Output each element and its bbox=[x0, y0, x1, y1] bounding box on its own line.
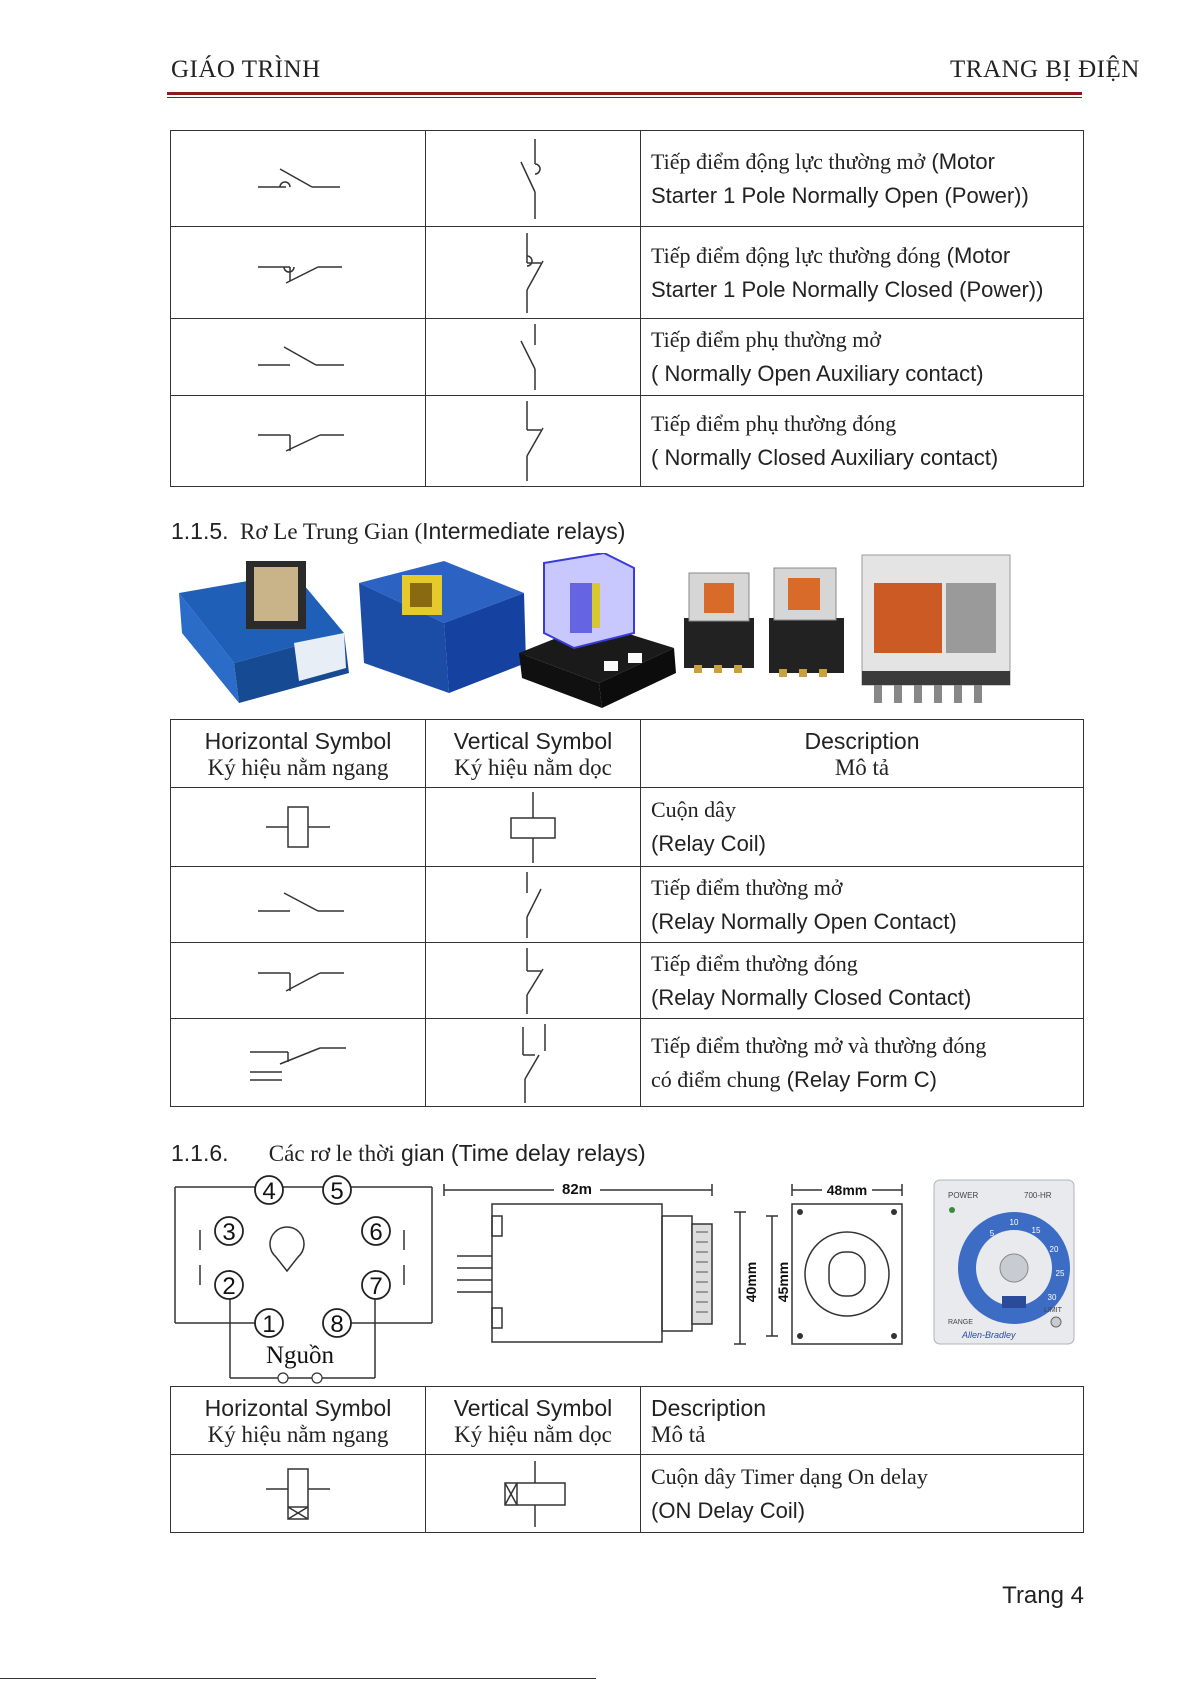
description-cell bbox=[641, 227, 1084, 319]
dial-label: 10 bbox=[1009, 1218, 1019, 1227]
on-delay-coil-v-symbol bbox=[493, 1459, 573, 1529]
pin-label: 6 bbox=[369, 1219, 383, 1246]
header-description-en: Description bbox=[804, 727, 920, 754]
desc-en: (Relay Coil) bbox=[651, 831, 766, 856]
header-horizontal bbox=[171, 1387, 426, 1455]
timer-symbol-table bbox=[170, 1386, 1084, 1533]
vertical-symbol-cell bbox=[426, 131, 641, 227]
relay-coil-v-symbol bbox=[493, 790, 573, 865]
table-row bbox=[171, 396, 1084, 487]
vertical-symbol-cell bbox=[426, 319, 641, 396]
desc-vn: Tiếp điểm động lực thường đóng bbox=[651, 242, 941, 268]
description-cell bbox=[641, 319, 1084, 396]
desc-en: (Motor bbox=[940, 242, 1011, 268]
timer-side-drawing bbox=[442, 1176, 722, 1356]
desc-vn-line2: có điểm chung bbox=[651, 1066, 781, 1092]
horizontal-symbol-cell bbox=[171, 319, 426, 396]
section-title-en: Intermediate relays) bbox=[422, 518, 626, 544]
desc-vn: Tiếp điểm thường mở và thường đóng bbox=[651, 1032, 987, 1058]
horizontal-symbol-cell bbox=[171, 131, 426, 227]
dial-label: 5 bbox=[989, 1229, 995, 1238]
header-vertical bbox=[426, 1387, 641, 1455]
desc-vn: Tiếp điểm động lực thường mở bbox=[651, 148, 926, 174]
power-text: POWER bbox=[948, 1191, 979, 1200]
desc-en: ( Normally Closed Auxiliary contact) bbox=[651, 445, 999, 470]
header-description bbox=[641, 720, 1084, 788]
power-nc-contact-v-symbol bbox=[503, 228, 563, 318]
header-horizontal-vn: Ký hiệu nằm ngang bbox=[207, 754, 389, 780]
power-nc-contact-h-symbol bbox=[238, 253, 358, 293]
desc-en: (Relay Form C) bbox=[780, 1066, 937, 1092]
description-cell bbox=[641, 396, 1084, 487]
table-row bbox=[171, 319, 1084, 396]
dial-label: 25 bbox=[1055, 1269, 1065, 1278]
pin-label: 4 bbox=[262, 1178, 276, 1205]
header-rule bbox=[167, 92, 1082, 95]
section-heading-115 bbox=[171, 518, 625, 545]
header-left: GIÁO TRÌNH bbox=[171, 56, 321, 83]
header-rule-thin bbox=[167, 97, 1082, 98]
pin-label: 3 bbox=[222, 1219, 236, 1246]
aux-no-contact-v-symbol bbox=[503, 321, 563, 393]
page-number: Trang 4 bbox=[1002, 1582, 1084, 1609]
horizontal-symbol-cell bbox=[171, 1019, 426, 1107]
pin-label: 2 bbox=[222, 1273, 236, 1300]
header-vertical-en: Vertical Symbol bbox=[453, 727, 613, 754]
section-title-en: gian (Time delay relays) bbox=[394, 1140, 646, 1166]
section-title-vn: Các rơ le thời bbox=[268, 1141, 395, 1166]
table-row bbox=[171, 1019, 1084, 1107]
desc-en: (Motor bbox=[925, 148, 995, 174]
vertical-symbol-cell bbox=[426, 788, 641, 867]
desc-en-line2: Starter 1 Pole Normally Open (Power)) bbox=[651, 182, 1029, 208]
intermediate-relay-photos bbox=[174, 553, 1074, 713]
relay-socket-blue-2 bbox=[359, 561, 526, 693]
allen-bradley-timer-photo bbox=[932, 1178, 1076, 1346]
desc-en: (ON Delay Coil) bbox=[651, 1497, 806, 1523]
desc-en: (Relay Normally Closed Contact) bbox=[651, 984, 972, 1010]
description-cell bbox=[641, 131, 1084, 227]
description-cell bbox=[641, 1019, 1084, 1107]
vertical-symbol-cell bbox=[426, 396, 641, 487]
header-description-vn: Mô tả bbox=[651, 1421, 706, 1447]
desc-vn: Tiếp điểm phụ thường mở bbox=[651, 327, 881, 352]
desc-vn: Cuộn dây bbox=[651, 797, 736, 822]
relay-no-contact-h-symbol bbox=[238, 885, 358, 925]
section-heading-116 bbox=[171, 1140, 646, 1167]
relay-socket-blue-1 bbox=[179, 561, 349, 703]
table-header-row bbox=[171, 720, 1084, 788]
description-cell bbox=[641, 1455, 1084, 1533]
horizontal-symbol-cell bbox=[171, 943, 426, 1019]
horizontal-symbol-cell bbox=[171, 788, 426, 867]
desc-vn: Tiếp điểm thường mở bbox=[651, 874, 843, 900]
horizontal-symbol-cell bbox=[171, 396, 426, 487]
timer-front-drawing bbox=[732, 1176, 922, 1356]
terminal-icon bbox=[312, 1373, 322, 1383]
table-row bbox=[171, 131, 1084, 227]
description-cell bbox=[641, 788, 1084, 867]
section-number: 1.1.6. bbox=[171, 1140, 229, 1166]
vertical-symbol-cell bbox=[426, 227, 641, 319]
aux-nc-contact-v-symbol bbox=[503, 398, 563, 484]
desc-vn: Tiếp điểm thường đóng bbox=[651, 950, 858, 976]
length-dimension: 82m bbox=[561, 1181, 593, 1198]
pin-label: 8 bbox=[330, 1311, 344, 1338]
table-row bbox=[171, 788, 1084, 867]
vertical-symbol-cell bbox=[426, 1019, 641, 1107]
section-number: 1.1.5. bbox=[171, 518, 229, 544]
footer-rule bbox=[0, 1678, 596, 1679]
description-cell bbox=[641, 943, 1084, 1019]
pin-label: 7 bbox=[369, 1273, 383, 1300]
horizontal-symbol-cell bbox=[171, 867, 426, 943]
table-row bbox=[171, 227, 1084, 319]
relay-no-contact-v-symbol bbox=[503, 869, 563, 941]
relay-clear-black-base bbox=[519, 553, 676, 708]
vertical-symbol-cell bbox=[426, 867, 641, 943]
header-vertical-vn: Ký hiệu nằm dọc bbox=[454, 1421, 612, 1447]
table-header-row bbox=[171, 1387, 1084, 1455]
vertical-symbol-cell bbox=[426, 943, 641, 1019]
dial-label: 30 bbox=[1047, 1293, 1057, 1302]
table-row bbox=[171, 943, 1084, 1019]
header-right: TRANG BỊ ĐIỆN bbox=[950, 56, 1140, 83]
terminal-icon bbox=[278, 1373, 288, 1383]
width-dimension: 48mm bbox=[826, 1182, 868, 1198]
power-no-contact-h-symbol bbox=[238, 159, 358, 199]
horizontal-symbol-cell bbox=[171, 227, 426, 319]
relay-cube-large bbox=[862, 555, 1010, 703]
height-dimension-40: 40mm bbox=[743, 1261, 759, 1303]
vertical-symbol-cell bbox=[426, 1455, 641, 1533]
table-row bbox=[171, 867, 1084, 943]
range-text: RANGE bbox=[948, 1319, 973, 1326]
header-description-en: Description bbox=[651, 1394, 767, 1421]
header-description-vn: Mô tả bbox=[834, 754, 890, 780]
relay-nc-contact-v-symbol bbox=[503, 945, 563, 1017]
desc-en: ( Normally Open Auxiliary contact) bbox=[651, 361, 984, 386]
relay-form-c-h-symbol bbox=[238, 1038, 358, 1088]
desc-vn: Cuộn dây Timer dạng On delay bbox=[651, 1463, 928, 1489]
pin-label: 5 bbox=[330, 1178, 344, 1205]
brand-text: Allen-Bradley bbox=[962, 1330, 1016, 1340]
relay-symbol-table bbox=[170, 719, 1084, 1107]
model-text: 700-HR bbox=[1024, 1191, 1052, 1200]
header-vertical-en: Vertical Symbol bbox=[453, 1394, 613, 1421]
relay-nc-contact-h-symbol bbox=[238, 961, 358, 1001]
header-horizontal-vn: Ký hiệu nằm ngang bbox=[207, 1421, 389, 1447]
dial-label: 15 bbox=[1031, 1226, 1041, 1235]
pin-label: 1 bbox=[262, 1311, 276, 1338]
header-vertical-vn: Ký hiệu nằm dọc bbox=[454, 754, 612, 780]
relay-coil-h-symbol bbox=[258, 792, 338, 862]
timer-socket-diagram bbox=[170, 1175, 440, 1385]
desc-en: (Relay Normally Open Contact) bbox=[651, 908, 957, 934]
header-horizontal-en: Horizontal Symbol bbox=[204, 727, 392, 754]
relay-small-1 bbox=[684, 573, 754, 673]
limit-text: LIMIT bbox=[1044, 1307, 1062, 1314]
section-title-vn: Rơ Le Trung Gian ( bbox=[240, 519, 423, 544]
relay-form-c-v-symbol bbox=[503, 1021, 563, 1105]
aux-nc-contact-h-symbol bbox=[238, 421, 358, 461]
description-cell bbox=[641, 867, 1084, 943]
header-horizontal-en: Horizontal Symbol bbox=[204, 1394, 392, 1421]
power-label: Nguồn bbox=[265, 1342, 335, 1369]
dial-label: 20 bbox=[1049, 1245, 1059, 1254]
header-horizontal bbox=[171, 720, 426, 788]
header-vertical bbox=[426, 720, 641, 788]
horizontal-symbol-cell bbox=[171, 1455, 426, 1533]
aux-no-contact-h-symbol bbox=[238, 337, 358, 377]
desc-en-line2: Starter 1 Pole Normally Closed (Power)) bbox=[651, 276, 1044, 302]
power-no-contact-v-symbol bbox=[503, 134, 563, 224]
contact-table bbox=[170, 130, 1084, 487]
desc-vn: Tiếp điểm phụ thường đóng bbox=[651, 411, 897, 436]
header-description bbox=[641, 1387, 1084, 1455]
height-dimension-45: 45mm bbox=[775, 1261, 791, 1303]
on-delay-coil-h-symbol bbox=[258, 1459, 338, 1529]
relay-small-2 bbox=[769, 568, 844, 677]
table-row bbox=[171, 1455, 1084, 1533]
